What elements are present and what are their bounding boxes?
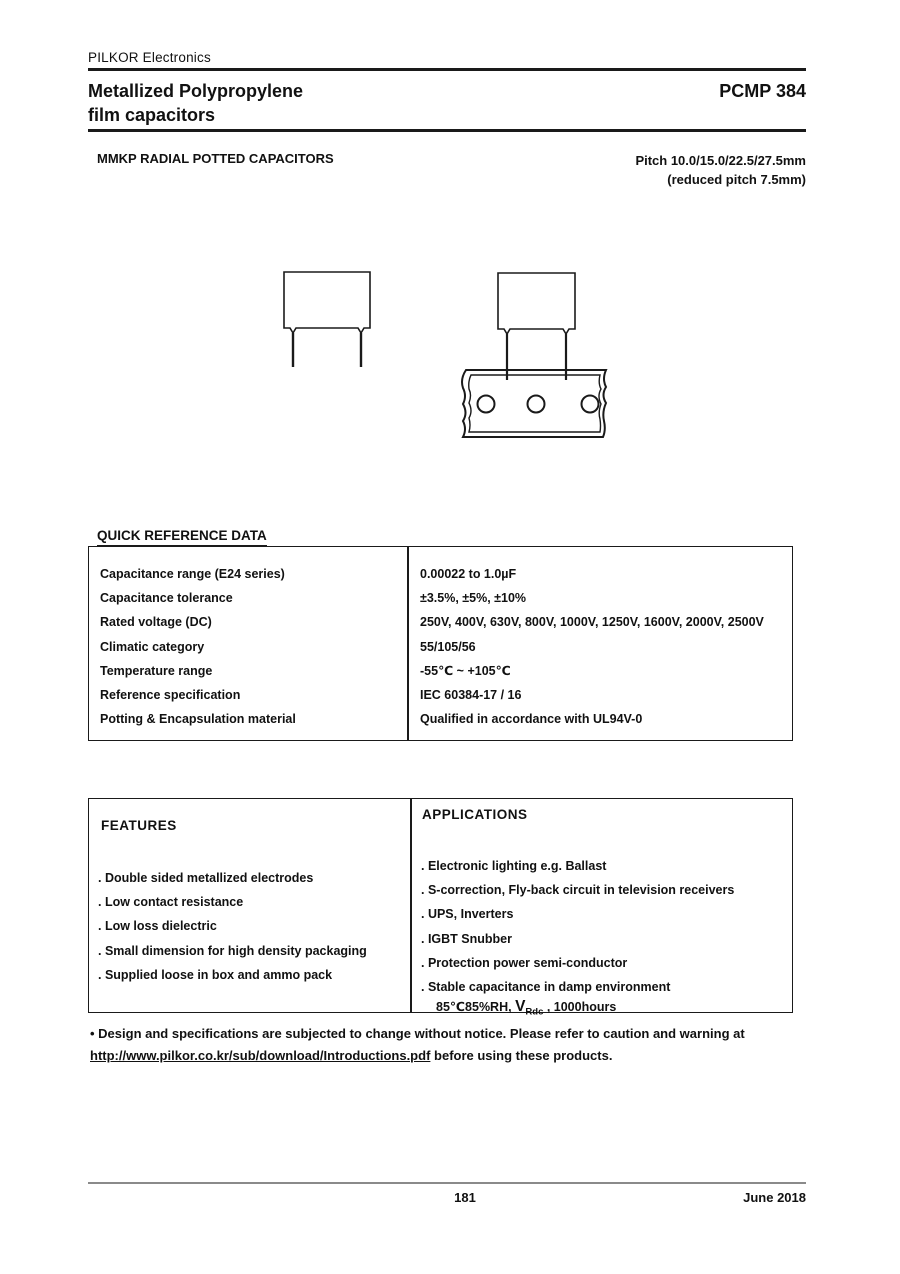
spec-value: -55℃ ~ +105℃: [420, 664, 511, 679]
disclaimer-line1: • Design and specifications are subjected to change without notice. Please refer to caution and warning at: [90, 1026, 745, 1041]
table-row: [88, 562, 793, 586]
features-title: FEATURES: [101, 818, 177, 833]
application-item: . Stable capacitance in damp environment: [421, 979, 671, 994]
application-item: . Electronic lighting e.g. Ballast: [421, 859, 607, 873]
page-number: 181: [454, 1190, 476, 1205]
page-title: [88, 79, 303, 127]
table-row: [88, 707, 793, 731]
application-item: . Protection power semi-conductor: [421, 955, 628, 970]
table-row: [88, 610, 793, 634]
pitch-line2: (reduced pitch 7.5mm): [667, 172, 806, 187]
pitch-line1: Pitch 10.0/15.0/22.5/27.5mm: [635, 153, 806, 168]
applications-list: [421, 854, 786, 999]
spec-value: 55/105/56: [420, 639, 476, 654]
footer-rule: [88, 1182, 806, 1184]
header-rule-top: [88, 68, 806, 71]
disclaimer-line2: before using these products.: [430, 1047, 613, 1063]
application-item: . S-correction, Fly-back circuit in television receivers: [421, 883, 735, 898]
spec-value: 0.00022 to 1.0µF: [420, 567, 517, 582]
spec-label: Capacitance tolerance: [100, 591, 233, 606]
damp-environment-condition: [436, 998, 616, 1018]
spec-label: Capacitance range (E24 series): [100, 567, 285, 582]
condition-prefix: 85℃85%RH,: [436, 1000, 516, 1014]
header-rule-bottom: [88, 129, 806, 132]
part-number: PCMP 384: [719, 81, 806, 101]
spec-label: Temperature range: [100, 663, 213, 678]
features-list: [98, 866, 398, 987]
quick-reference-title: QUICK REFERENCE DATA: [97, 528, 267, 547]
spec-value: ±3.5%, ±5%, ±10%: [420, 591, 527, 606]
quick-reference-table: [88, 562, 793, 731]
table-row: [88, 635, 793, 659]
spec-value: IEC 60384-17 / 16: [420, 688, 522, 703]
spec-label: Rated voltage (DC): [100, 615, 212, 630]
footer-date: June 2018: [743, 1190, 806, 1205]
feature-item: . Double sided metallized electrodes: [98, 871, 314, 885]
feature-item: . Supplied loose in box and ammo pack: [98, 967, 333, 982]
spec-value: 250V, 400V, 630V, 800V, 1000V, 1250V, 1600V, 2000V, 2500V: [420, 615, 764, 630]
page-title-line1: Metallized Polypropylene: [88, 81, 304, 101]
pitch-spec: [635, 151, 806, 189]
product-subtitle: MMKP RADIAL POTTED CAPACITORS: [97, 151, 334, 166]
feature-item: . Small dimension for high density packaging: [98, 943, 367, 958]
capacitor-ammo-pack-drawing: [458, 268, 614, 443]
voltage-subscript: Rdc: [525, 1006, 544, 1018]
brand-name: PILKOR Electronics: [88, 50, 211, 65]
features-applications-divider: [410, 798, 412, 1013]
spec-value: Qualified in accordance with UL94V-0: [420, 712, 643, 727]
page-title-line2: film capacitors: [88, 105, 216, 125]
table-row: [88, 659, 793, 683]
table-row: [88, 586, 793, 610]
introductions-pdf-link[interactable]: http://www.pilkor.co.kr/sub/download/Introductions.pdf: [90, 1047, 431, 1063]
capacitor-outline-drawing: [281, 270, 373, 370]
spec-label: Potting & Encapsulation material: [100, 712, 296, 727]
spec-label: Reference specification: [100, 688, 241, 703]
spec-label: Climatic category: [100, 639, 205, 654]
table-row: [88, 683, 793, 707]
feature-item: . Low loss dielectric: [98, 919, 217, 934]
application-item: . UPS, Inverters: [421, 907, 514, 922]
application-item: . IGBT Snubber: [421, 931, 512, 946]
feature-item: . Low contact resistance: [98, 895, 244, 910]
condition-suffix: , 1000hours: [543, 1000, 617, 1014]
disclaimer-note: [90, 1023, 814, 1066]
applications-title: APPLICATIONS: [422, 807, 528, 822]
voltage-symbol: V: [515, 998, 526, 1015]
